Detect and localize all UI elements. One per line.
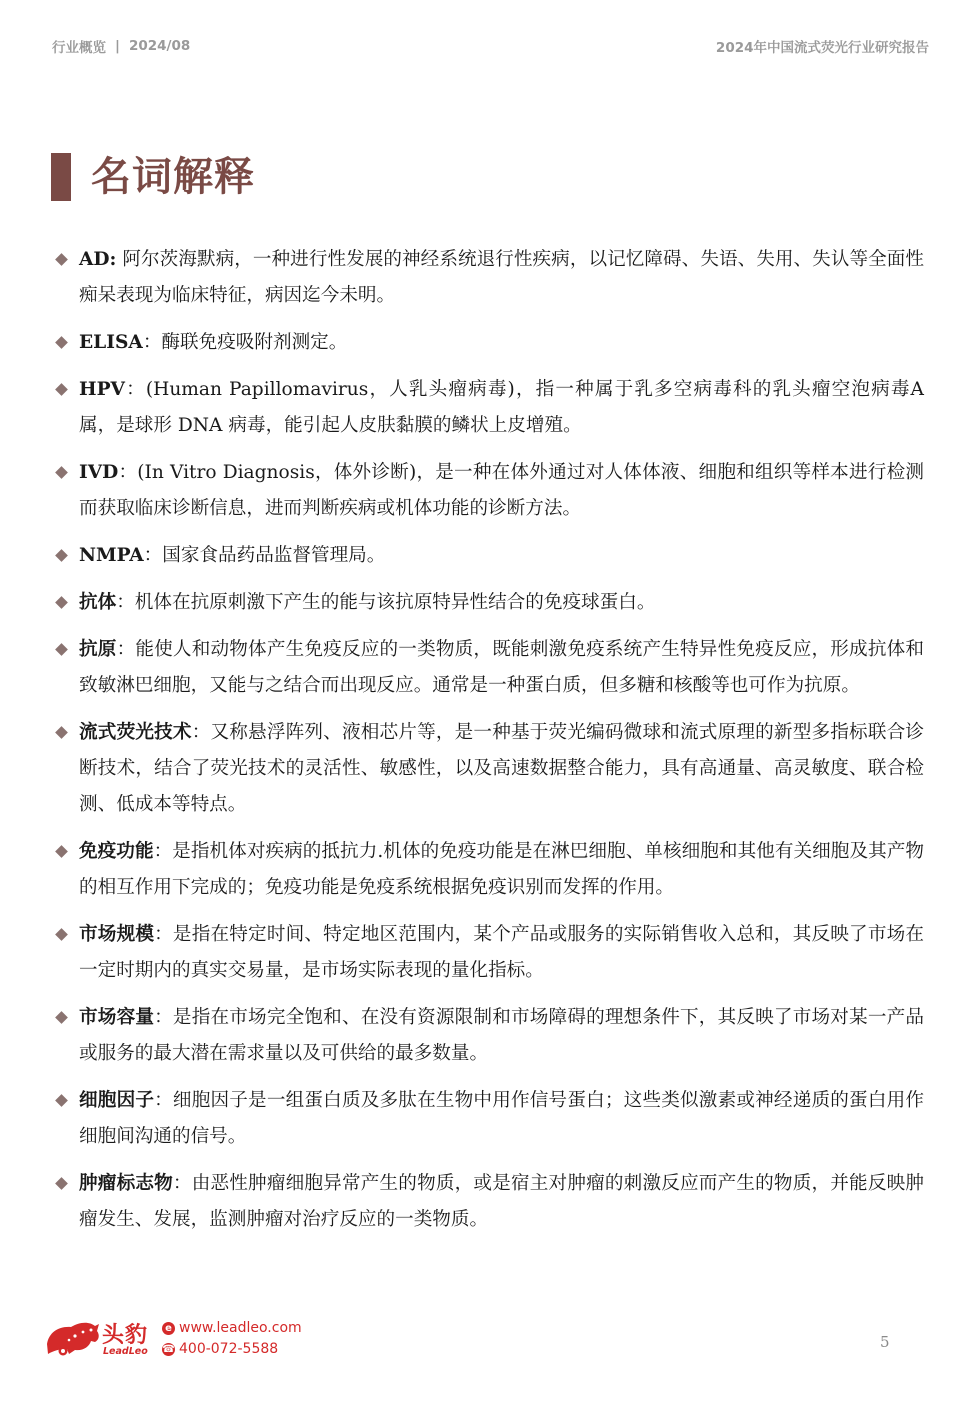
logo-english-text: LeadLeo <box>103 1346 148 1357</box>
glossary-definition: ：(In Vitro Diagnosis，体外诊断)，是一种在体外通过对人体体液、细胞和组织等样本进行检测而获取临床诊断信息，进而判断疾病或机体功能的诊断方法。 <box>79 462 924 519</box>
glossary-term: 细胞因子 <box>79 1090 155 1111</box>
header-separator: | <box>115 38 120 54</box>
glossary-definition: ：是指机体对疾病的抵抗力.机体的免疫功能是在淋巴细胞、单核细胞和其他有关细胞及其产物的相互作用下完成的；免疫功能是免疫系统根据免疫识别而发挥的作用。 <box>79 841 924 898</box>
glossary-list <box>52 242 924 1249</box>
leopard-logo-icon <box>45 1318 101 1358</box>
glossary-definition: ：细胞因子是一组蛋白质及多肽在生物中用作信号蛋白；这些类似激素或神经递质的蛋白用作细胞间沟通的信号。 <box>79 1090 924 1147</box>
diamond-bullet-icon <box>55 1094 67 1106</box>
diamond-bullet-icon <box>55 549 67 561</box>
contact-info <box>162 1318 302 1360</box>
web-icon: e <box>162 1322 175 1335</box>
glossary-entry <box>52 242 924 314</box>
diamond-bullet-icon <box>55 1011 67 1023</box>
glossary-term: AD: <box>79 249 117 270</box>
diamond-bullet-icon <box>55 845 67 857</box>
diamond-bullet-icon <box>55 383 67 395</box>
glossary-term: NMPA <box>79 545 144 566</box>
glossary-term: 抗原 <box>79 639 117 660</box>
diamond-bullet-icon <box>55 253 67 265</box>
glossary-entry <box>52 325 924 361</box>
glossary-term: 肿瘤标志物 <box>79 1173 173 1194</box>
glossary-term: 免疫功能 <box>79 841 154 862</box>
glossary-definition: ：是指在市场完全饱和、在没有资源限制和市场障碍的理想条件下，其反映了市场对某一产品或服务的最大潜在需求量以及可供给的最多数量。 <box>79 1007 924 1064</box>
page-title: 名词解释 <box>91 154 255 200</box>
glossary-definition: ：(Human Papillomavirus，人乳头瘤病毒)，指一种属于乳多空病毒科的乳头瘤空泡病毒A属，是球形 DNA 病毒，能引起人皮肤黏膜的鳞状上皮增殖。 <box>79 379 924 436</box>
phone-number: 400-072-5588 <box>179 1341 279 1357</box>
glossary-entry <box>52 1083 924 1155</box>
logo-chinese-text: 头豹 <box>102 1323 149 1348</box>
glossary-entry <box>52 1166 924 1238</box>
glossary-definition: ：机体在抗原刺激下产生的能与该抗原特异性结合的免疫球蛋白。 <box>116 592 656 613</box>
website-row <box>162 1318 302 1339</box>
header-report-title: 2024年中国流式荧光行业研究报告 <box>715 40 929 56</box>
header-date: 2024/08 <box>128 38 191 54</box>
glossary-entry <box>52 715 924 823</box>
glossary-entry <box>52 538 924 574</box>
page-header <box>52 34 929 58</box>
glossary-term: 市场容量 <box>79 1007 155 1028</box>
phone-icon: ☎ <box>162 1344 175 1355</box>
diamond-bullet-icon <box>55 466 67 478</box>
glossary-entry <box>52 632 924 704</box>
diamond-bullet-icon <box>55 928 67 940</box>
glossary-definition: 阿尔茨海默病，一种进行性发展的神经系统退行性疾病，以记忆障碍、失语、失用、失认等全面性痴呆表现为临床特征，病因迄今未明。 <box>79 249 924 306</box>
glossary-definition: ：国家食品药品监督管理局。 <box>143 545 386 566</box>
diamond-bullet-icon <box>55 643 67 655</box>
diamond-bullet-icon <box>55 336 67 348</box>
glossary-term: IVD <box>79 462 119 483</box>
header-section: 行业概览 <box>52 40 106 56</box>
glossary-entry <box>52 917 924 989</box>
glossary-definition: ：能使人和动物体产生免疫反应的一类物质，既能刺激免疫系统产生特异性免疫反应，形成抗体和致敏淋巴细胞，又能与之结合而出现反应。通常是一种蛋白质，但多糖和核酸等也可作为抗原。 <box>79 639 924 696</box>
page-number: 5 <box>880 1333 890 1351</box>
glossary-term: 抗体 <box>79 592 117 613</box>
glossary-definition: ：由恶性肿瘤细胞异常产生的物质，或是宿主对肿瘤的刺激反应而产生的物质，并能反映肿瘤发生、发展，监测肿瘤对治疗反应的一类物质。 <box>79 1173 924 1230</box>
glossary-definition: ：酶联免疫吸附剂测定。 <box>142 332 348 353</box>
glossary-term: HPV <box>79 379 125 400</box>
glossary-entry <box>52 1000 924 1072</box>
phone-row <box>162 1339 302 1360</box>
header-left <box>52 36 190 56</box>
diamond-bullet-icon <box>55 596 67 608</box>
glossary-term: ELISA <box>79 332 143 353</box>
glossary-entry <box>52 585 924 621</box>
website-link[interactable]: www.leadleo.com <box>179 1320 302 1336</box>
title-accent-bar <box>51 153 71 201</box>
glossary-entry <box>52 455 924 527</box>
glossary-entry <box>52 372 924 444</box>
glossary-term: 流式荧光技术 <box>79 722 192 743</box>
diamond-bullet-icon <box>55 726 67 738</box>
glossary-definition: ：又称悬浮阵列、液相芯片等，是一种基于荧光编码微球和流式原理的新型多指标联合诊断技术，结合了荧光技术的灵活性、敏感性，以及高速数据整合能力，具有高通量、高灵敏度、联合检测、低成本等特点。 <box>79 722 924 815</box>
glossary-entry <box>52 834 924 906</box>
glossary-definition: ：是指在特定时间、特定地区范围内，某个产品或服务的实际销售收入总和，其反映了市场在一定时期内的真实交易量，是市场实际表现的量化指标。 <box>79 924 924 981</box>
page-title-block <box>51 152 255 202</box>
diamond-bullet-icon <box>55 1177 67 1189</box>
glossary-term: 市场规模 <box>79 924 155 945</box>
footer-brand <box>45 1316 305 1364</box>
